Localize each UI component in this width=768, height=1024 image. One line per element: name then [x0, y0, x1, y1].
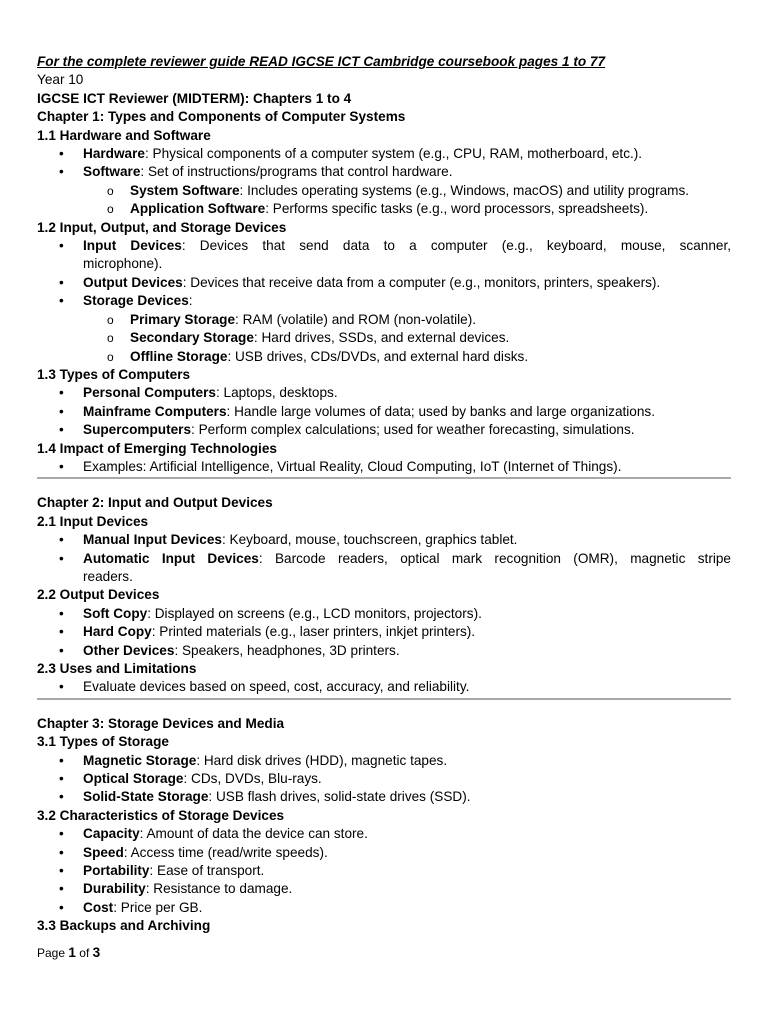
definition: : Resistance to damage.: [145, 881, 293, 897]
term: Mainframe Computers: [83, 403, 227, 419]
definition: : RAM (volatile) and ROM (non-volatile).: [235, 311, 477, 327]
term: Durability: [83, 881, 146, 897]
term: Hardware: [83, 146, 145, 162]
term: Other Devices: [83, 642, 175, 658]
section-1-3-list: [37, 384, 731, 439]
term: Software: [83, 164, 141, 180]
list-item: [37, 788, 731, 806]
term: Magnetic Storage: [83, 752, 197, 768]
list-item: [37, 844, 731, 862]
coursebook-notice: For the complete reviewer guide READ IGCSE ICT Cambridge coursebook pages 1 to 77: [37, 54, 606, 69]
section-3-2-list: [37, 825, 731, 917]
sub-list-item: [37, 182, 731, 200]
term: Hard Copy: [83, 624, 152, 640]
definition: : Barcode readers, optical mark recognition (OMR), magnetic stripe: [258, 550, 731, 566]
year-label: Year 10: [37, 72, 84, 88]
definition: : Physical components of a computer system (e.g., CPU, RAM, motherboard, etc.).: [144, 146, 643, 162]
list-item: [37, 384, 731, 402]
section-1-1-list: [37, 145, 731, 219]
term: Output Devices: [83, 274, 183, 290]
list-item: [37, 605, 731, 623]
page-footer: [37, 945, 100, 960]
term: Portability: [83, 863, 150, 879]
definition: : Amount of data the device can store.: [139, 826, 368, 842]
list-item: [37, 403, 731, 421]
definition: : Devices that receive data from a computer (e.g., monitors, printers, speakers).: [182, 274, 661, 290]
definition: : USB flash drives, solid-state drives (SSD).: [208, 789, 471, 805]
definition: : Displayed on screens (e.g., LCD monitors, projectors).: [147, 605, 482, 621]
section-2-1-list: [37, 531, 731, 586]
chapter-divider: [37, 477, 731, 479]
definition: : Performs specific tasks (e.g., word processors, spreadsheets).: [265, 201, 649, 217]
sub-list-item: [37, 311, 731, 329]
chapter-1-heading: Chapter 1: Types and Components of Computer Systems: [37, 109, 406, 125]
term: Manual Input Devices: [83, 532, 222, 548]
definition: : Includes operating systems (e.g., Windows, macOS) and utility programs.: [239, 182, 690, 198]
section-1-1-heading: 1.1 Hardware and Software: [37, 127, 211, 143]
section-1-3-heading: 1.3 Types of Computers: [37, 366, 191, 382]
chapter-2-heading: Chapter 2: Input and Output Devices: [37, 495, 273, 511]
section-3-1-list: [37, 752, 731, 807]
section-1-4-list: [37, 458, 731, 476]
section-2-3-heading: 2.3 Uses and Limitations: [37, 661, 197, 676]
definition: : CDs, DVDs, Blu-rays.: [183, 771, 322, 787]
definition: :: [188, 293, 193, 309]
definition: : Devices that send data to a computer (e.g., keyboard, mouse, scanner,: [181, 238, 732, 254]
definition: : Set of instructions/programs that control hardware.: [140, 164, 453, 180]
current-page-number: 1: [68, 945, 76, 960]
term: Secondary Storage: [130, 330, 254, 346]
term: Automatic Input Devices: [83, 550, 259, 566]
term: Speed: [83, 844, 124, 860]
term: Solid-State Storage: [83, 789, 209, 805]
definition: : Hard disk drives (HDD), magnetic tapes.: [196, 752, 448, 768]
definition: : Ease of transport.: [149, 863, 265, 879]
list-item: [37, 862, 731, 880]
list-item: [37, 163, 731, 181]
section-1-2-heading: 1.2 Input, Output, and Storage Devices: [37, 219, 287, 235]
term: Soft Copy: [83, 605, 148, 621]
list-item: [37, 770, 731, 788]
section-2-2-list: [37, 605, 731, 660]
document-page: [37, 53, 731, 936]
list-item: [37, 623, 731, 641]
term: Personal Computers: [83, 385, 216, 401]
list-item: [37, 274, 731, 292]
list-item: [37, 237, 731, 274]
term: Capacity: [83, 826, 140, 842]
of-word: of: [79, 946, 90, 960]
list-item: • Evaluate devices based on speed, cost, accuracy, and reliability.: [37, 678, 731, 696]
term: Input Devices: [83, 238, 182, 254]
list-item: [37, 752, 731, 770]
section-2-2-heading: 2.2 Output Devices: [37, 587, 160, 603]
list-item: [37, 145, 731, 163]
definition: : Laptops, desktops.: [215, 385, 338, 401]
definition: : Hard drives, SSDs, and external devices.: [253, 330, 510, 346]
list-item: [37, 642, 731, 660]
term: Cost: [83, 899, 114, 915]
list-item: [37, 531, 731, 549]
term: Supercomputers: [83, 422, 192, 438]
list-item: [37, 292, 731, 310]
document-title: IGCSE ICT Reviewer (MIDTERM): Chapters 1 to 4: [37, 90, 352, 106]
chapter-3-heading: Chapter 3: Storage Devices and Media: [37, 715, 285, 731]
sub-list-item: [37, 329, 731, 347]
definition: : Keyboard, mouse, touchscreen, graphics tablet.: [222, 532, 518, 548]
list-item: [37, 899, 731, 917]
section-1-4-heading: 1.4 Impact of Emerging Technologies: [37, 440, 277, 456]
definition: : Perform complex calculations; used for weather forecasting, simulations.: [191, 422, 635, 438]
list-item: • Examples: Artificial Intelligence, Virtual Reality, Cloud Computing, IoT (Internet of Things).: [37, 458, 731, 476]
term: Storage Devices: [83, 293, 189, 309]
term: Offline Storage: [130, 348, 228, 364]
chapter-divider: [37, 698, 731, 700]
definition: : Handle large volumes of data; used by banks and large organizations.: [226, 403, 655, 419]
term: Optical Storage: [83, 771, 184, 787]
definition-continued: microphone).: [83, 256, 163, 272]
section-3-3-heading: 3.3 Backups and Archiving: [37, 918, 211, 934]
list-item: [37, 421, 731, 439]
sub-list-item: [37, 200, 731, 218]
definition: : Speakers, headphones, 3D printers.: [174, 642, 400, 658]
definition: : Price per GB.: [113, 899, 203, 915]
list-item: [37, 880, 731, 898]
definition: : USB drives, CDs/DVDs, and external hard disks.: [227, 348, 529, 364]
definition: : Access time (read/write speeds).: [123, 844, 328, 860]
definition: : Printed materials (e.g., laser printers, inkjet printers).: [151, 624, 476, 640]
section-3-1-heading: 3.1 Types of Storage: [37, 734, 169, 750]
term: Primary Storage: [130, 311, 236, 327]
list-item: [37, 825, 731, 843]
section-2-1-heading: 2.1 Input Devices: [37, 513, 149, 529]
section-1-2-list: [37, 237, 731, 366]
term: System Software: [130, 182, 240, 198]
list-item: [37, 550, 731, 587]
page-word: Page: [37, 946, 66, 960]
term: Application Software: [130, 201, 266, 217]
section-2-3-list: [37, 678, 731, 696]
sub-list-item: [37, 348, 731, 366]
section-3-2-heading: 3.2 Characteristics of Storage Devices: [37, 807, 285, 823]
total-pages-number: 3: [92, 945, 101, 960]
definition-continued: readers.: [83, 568, 133, 584]
